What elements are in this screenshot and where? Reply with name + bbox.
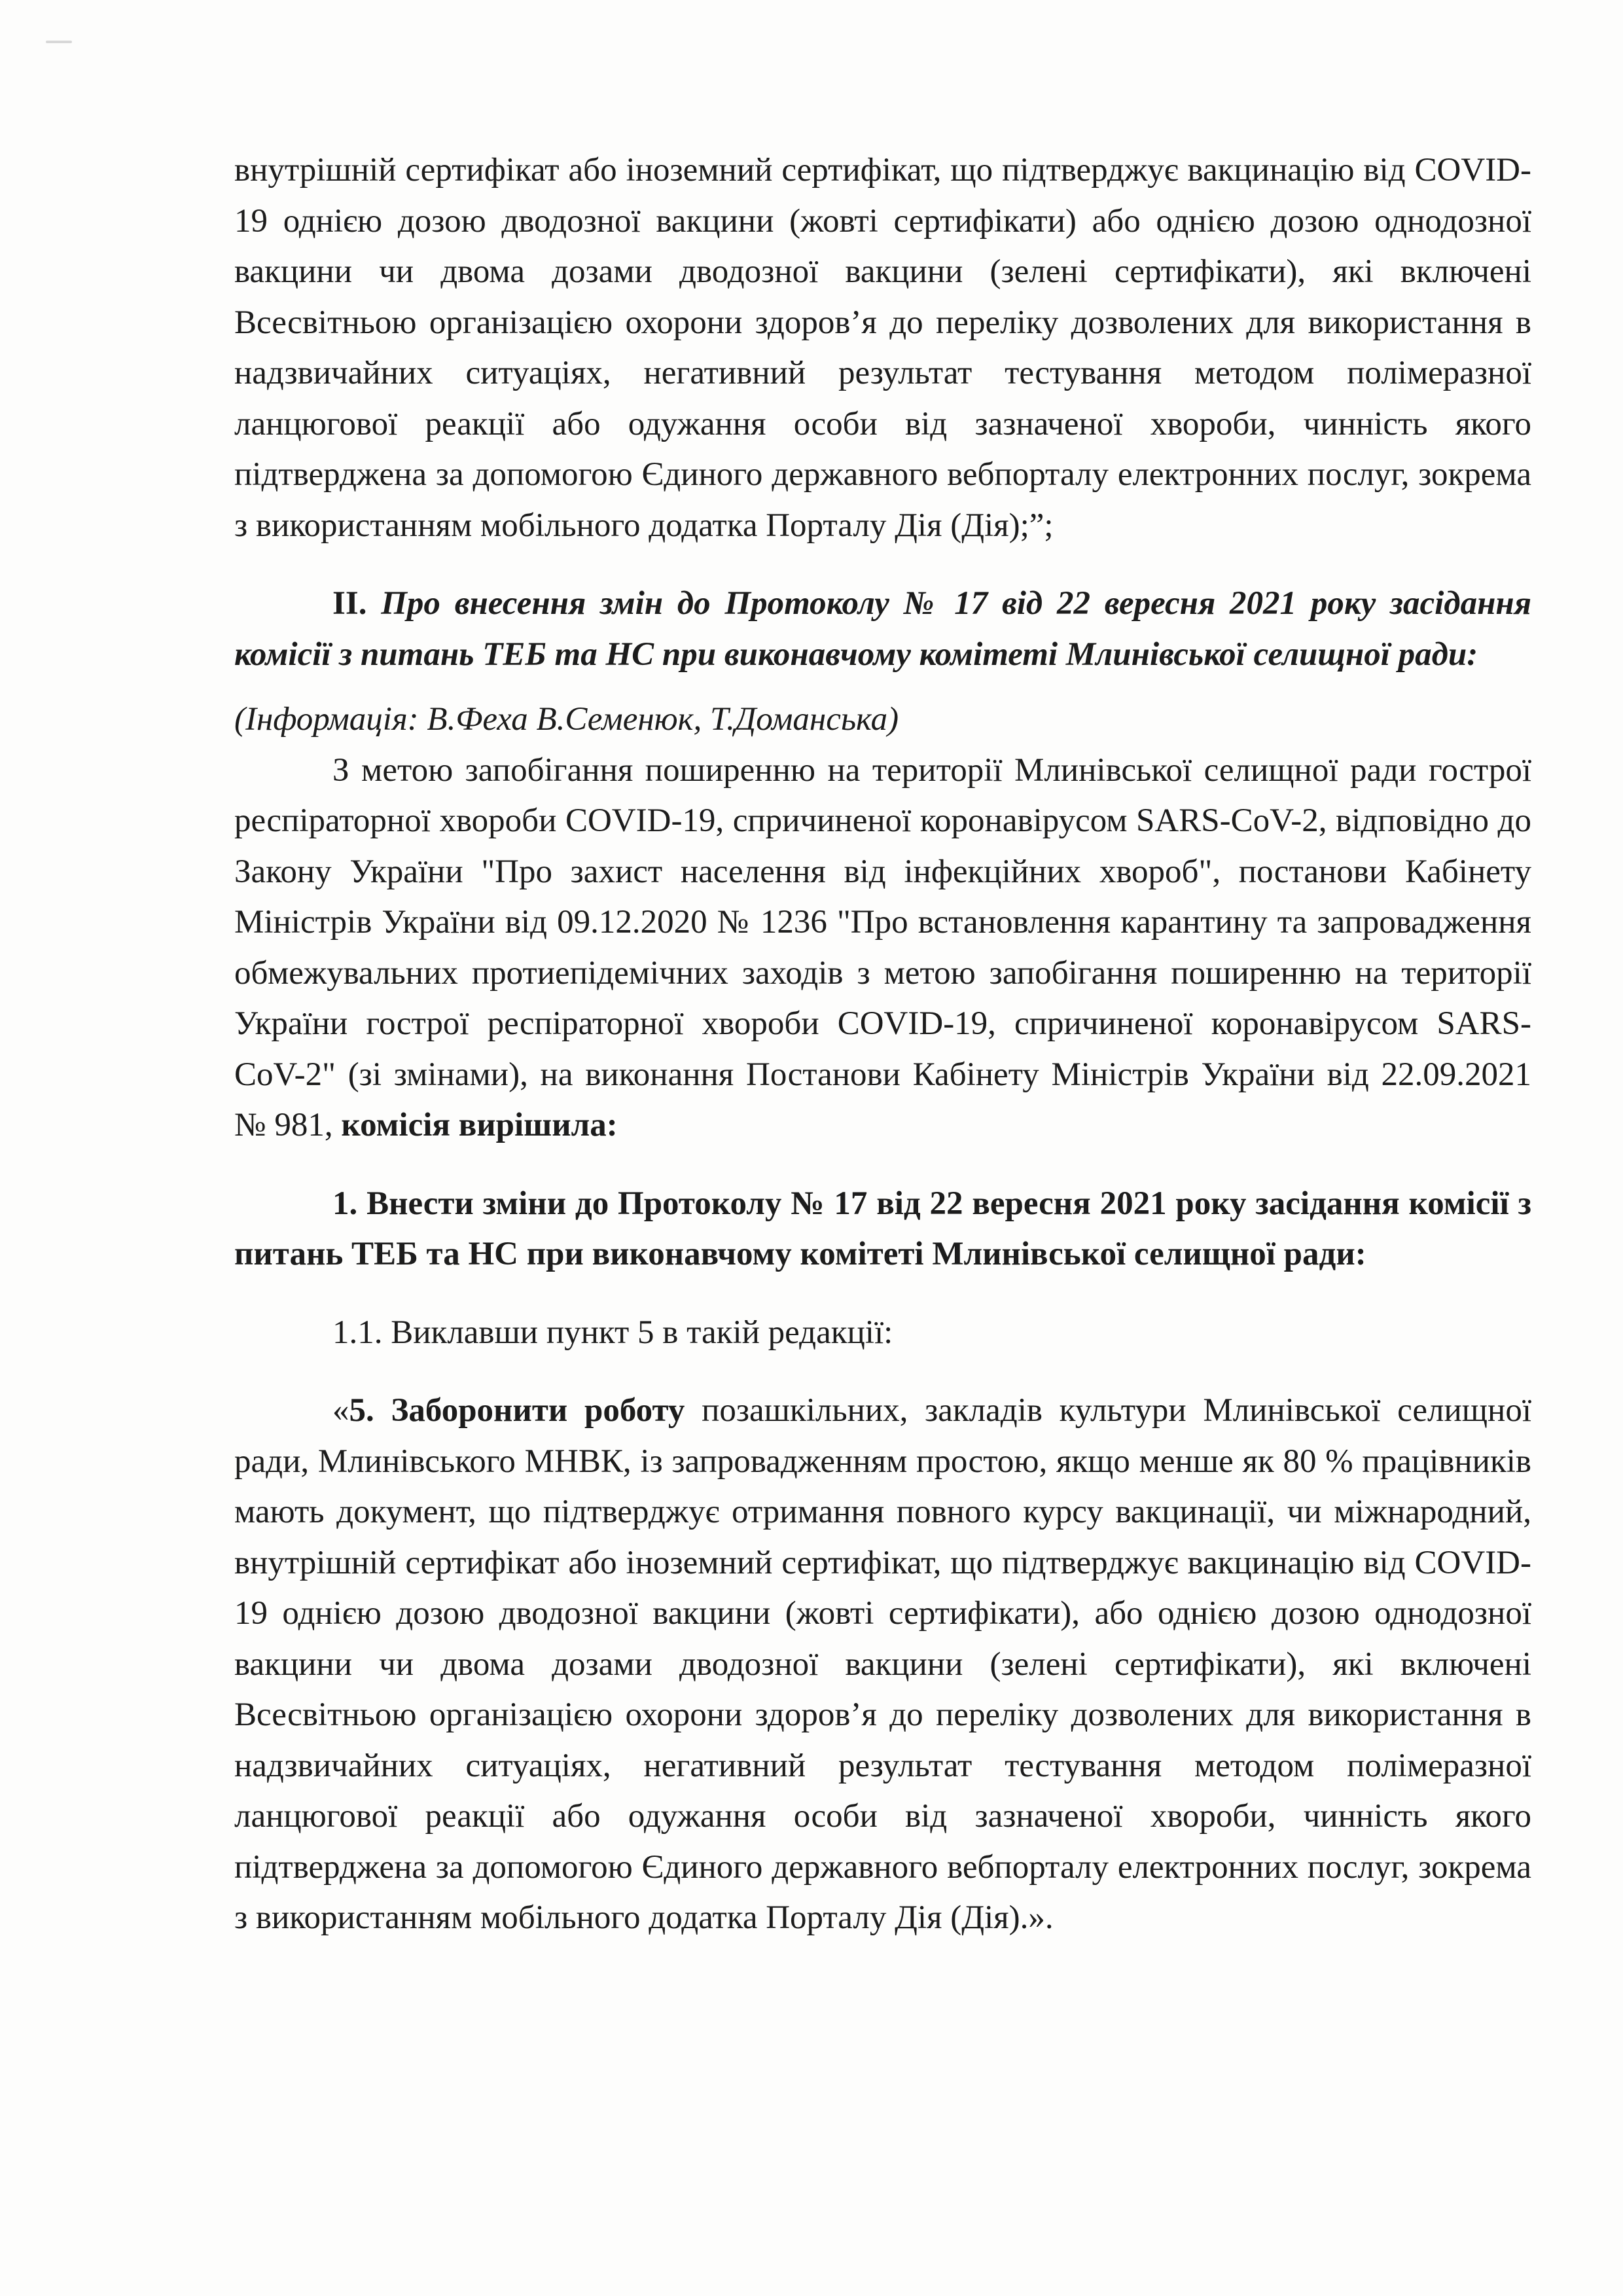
preamble-text: З метою запобігання поширенню на території Млинівської селищної ради гострої респіраторної хвороби COVID-19, спричиненої коронавірусом SARS-CoV-2, відповідно до Закону України "Про захист населення від інфекційних хвороб", постанови Кабінету Міністрів України від 09.12.2020 № 1236 "Про встановлення карантину та запровадження обмежувальних протиепідемічних заходів з метою запобігання поширенню на території України гострої респіраторної хвороби COVID-19, спричиненої коронавірусом SARS-CoV-2" (зі змінами), на виконання Постанови Кабінету Міністрів України від 22.09.2021 № 981, (234, 751, 1531, 1143)
section-number: ІІ. (332, 585, 367, 622)
quoted-clause (234, 1386, 1531, 1944)
info-line: (Інформація: В.Феха В.Семенюк, Т.Доманська) (234, 701, 899, 738)
decision-label: комісія вирішила: (341, 1107, 618, 1143)
document-body (234, 145, 1531, 1944)
scan-artifact (46, 41, 72, 43)
preamble-paragraph (234, 745, 1531, 1151)
item-1-1: 1.1. Виклавши пункт 5 в такій редакції: (332, 1314, 893, 1351)
quote-text: позашкільних, закладів культури Млинівської селищної ради, Млинівського МНВК, із запровадженням простою, якщо менше як 80 % працівників мають документ, що підтверджує отримання повного курсу вакцинації, чи міжнародний, внутрішній сертифікат або іноземний сертифікат, що підтверджує вакцинацію від COVID-19 однією дозою дводозної вакцини (жовті сертифікати), або однією дозою однодозної вакцини чи двома дозами дводозної вакцини (зелені сертифікати), які включені Всесвітньою організацією охорони здоров’я до переліку дозволених для використання в надзвичайних ситуаціях, негативний результат тестування методом полімеразної ланцюгової реакції або одужання особи від зазначеної хвороби, чинність якого підтверджена за допомогою Єдиного державного вебпорталу електронних послуг, зокрема з використанням мобільного додатка Порталу Дія (Дія).». (234, 1392, 1531, 1936)
section-title: Про внесення змін до Протоколу № 17 від 22 вересня 2021 року засідання комісії з питань ТЕБ та НС при виконавчому комітеті Млинівської селищної ради: (234, 585, 1532, 673)
paragraph-continuation: внутрішній сертифікат або іноземний сертифікат, що підтверджує вакцинацію від COVID-19 однією дозою дводозної вакцини (жовті сертифікати) або однією дозою однодозної вакцини чи двома дозами дводозної вакцини (зелені сертифікати), які включені Всесвітньою організацією охорони здоров’я до переліку дозволених для використання в надзвичайних ситуаціях, негативний результат тестування методом полімеразної ланцюгової реакції або одужання особи від зазначеної хвороби, чинність якого підтверджена за допомогою Єдиного державного вебпорталу електронних послуг, зокрема з використанням мобільного додатка Порталу Дія (Дія);”; (234, 152, 1531, 544)
section-heading (234, 579, 1531, 680)
quote-open: « (332, 1392, 349, 1429)
quote-bold-lead: 5. Заборонити роботу (349, 1392, 685, 1429)
item-1: 1. Внести зміни до Протоколу № 17 від 22 вересня 2021 року засідання комісії з питань ТЕБ та НС при виконавчому комітеті Млинівської селищної ради: (234, 1185, 1531, 1272)
